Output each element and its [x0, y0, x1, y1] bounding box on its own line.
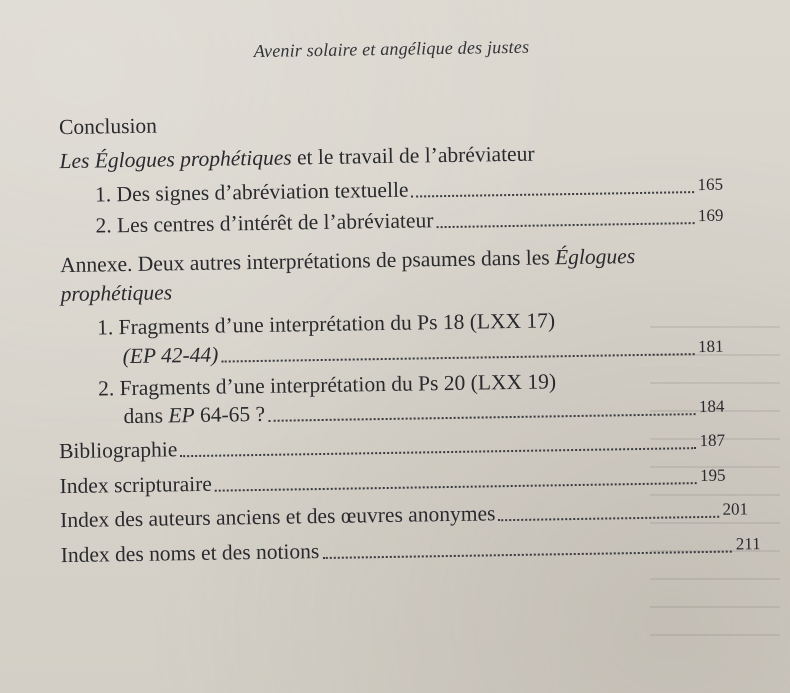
annexe-heading-italic: Églogues	[554, 244, 636, 270]
toc-entry-page: 181	[697, 336, 724, 357]
toc-entry[interactable]	[122, 335, 723, 369]
dot-leader	[215, 482, 696, 492]
toc-entry-label: Index des auteurs anciens et des œuvres anonymes	[59, 501, 496, 533]
toc-entry[interactable]	[59, 464, 725, 499]
toc-entry[interactable]	[95, 173, 723, 208]
toc-entry-label: Index des noms et des notions	[60, 539, 320, 568]
toc-entry-page: 195	[699, 465, 726, 486]
conclusion-heading: Conclusion	[58, 113, 158, 140]
dot-leader	[412, 191, 694, 197]
conclusion-subheading-rest: et le travail de l’abréviateur	[291, 141, 535, 170]
dot-leader	[268, 413, 695, 422]
toc-entry-page: 201	[722, 499, 749, 519]
toc-entry-label	[122, 343, 218, 370]
toc-entry-page: 211	[735, 534, 761, 554]
toc-entry-page: 165	[697, 174, 724, 195]
toc-entry-label: Bibliographie	[58, 437, 178, 464]
annexe-heading-text: Annexe. Deux autres interprétations de psaumes dans les	[59, 245, 556, 278]
bleed-through-text	[650, 300, 780, 660]
toc-entry-label-text-after: 64-65 ?	[194, 401, 266, 427]
toc-entry[interactable]	[95, 204, 723, 239]
toc-entry[interactable]	[60, 497, 748, 533]
annexe-heading-continued	[60, 280, 172, 307]
toc-entry[interactable]	[59, 429, 725, 464]
toc-entry-label-italic: EP	[168, 402, 195, 428]
annexe-entry-1-line1[interactable]: 1. Fragments d’une interprétation du Ps 18 (LXX 17)	[96, 308, 556, 340]
annexe-entry-2-line1[interactable]: 2. Fragments d’une interprétation du Ps 20 (LXX 19)	[97, 369, 557, 401]
annexe-heading	[60, 244, 635, 278]
dot-leader	[180, 447, 695, 457]
running-header: Avenir solaire et angélique des justes	[253, 36, 530, 62]
toc-entry-label: 2. Les centres d’intérêt de l’abréviateur	[95, 208, 434, 238]
toc-entry[interactable]	[123, 395, 724, 429]
conclusion-subheading-italic: Les Églogues prophétiques	[59, 145, 292, 174]
toc-entry-label: 1. Des signes d’abréviation textuelle	[94, 177, 409, 207]
toc-entry-page: 169	[697, 205, 724, 226]
conclusion-subheading	[59, 142, 534, 174]
dot-leader	[221, 353, 694, 362]
dot-leader	[436, 222, 694, 228]
toc-entry-page: 184	[698, 396, 725, 417]
toc-entry-page: 187	[699, 430, 726, 451]
toc-entry-label-text: dans	[123, 403, 169, 429]
toc-entry-label: Index scripturaire	[59, 471, 213, 499]
toc-entry-label-italic: (EP 42-44)	[122, 342, 219, 369]
annexe-heading-italic-2: prophétiques	[60, 280, 173, 307]
toc-entry-label	[123, 402, 265, 429]
